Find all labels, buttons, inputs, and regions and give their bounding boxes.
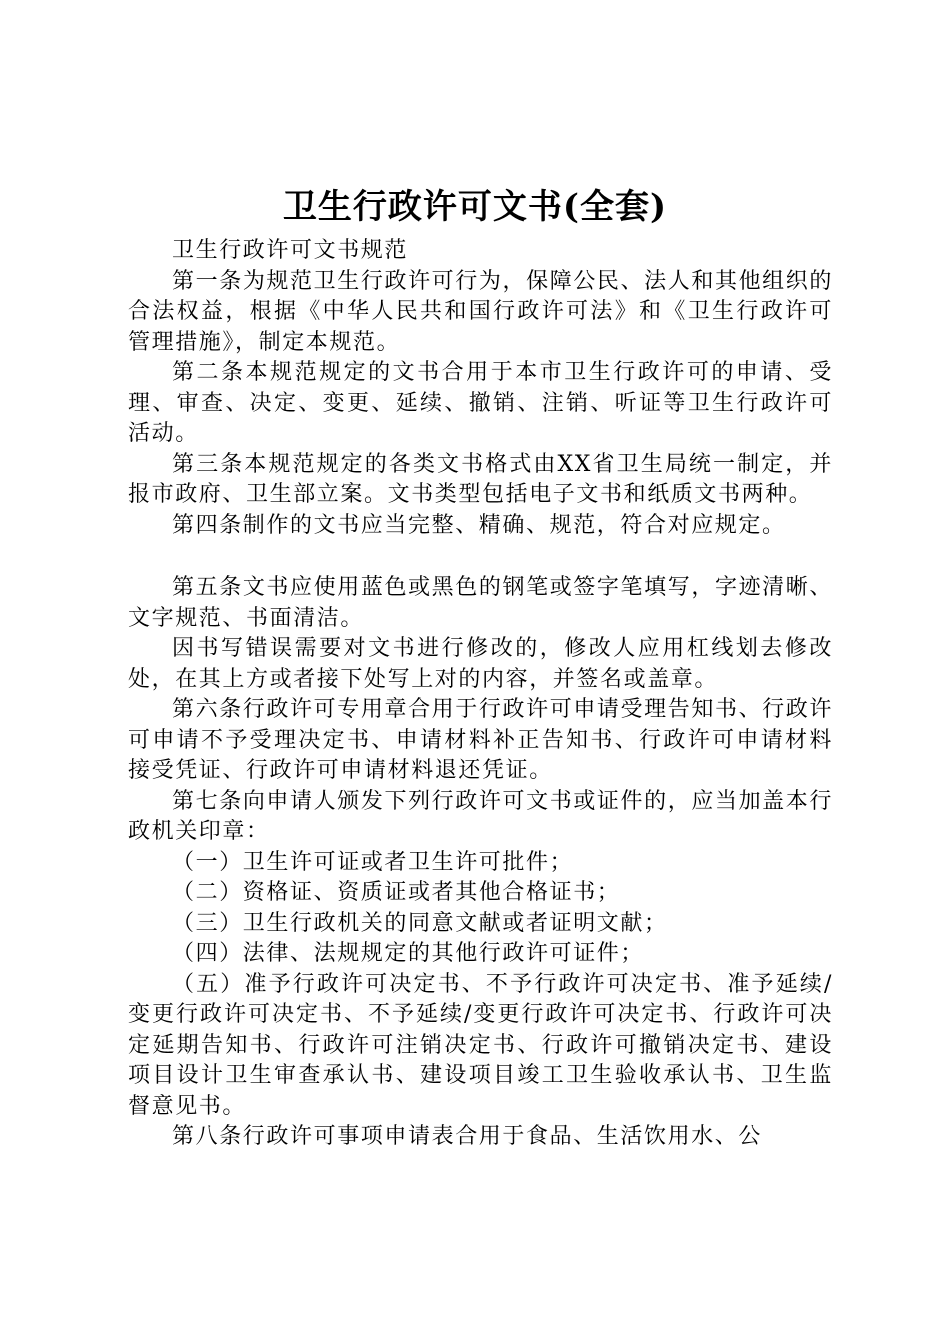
- document-body: [128, 236, 833, 1153]
- list-item-1: （一）卫生许可证或者卫生许可批件；: [172, 849, 574, 875]
- list-item-2: （二）资格证、资质证或者其他合格证书；: [172, 880, 621, 905]
- article-3-paragraph: 第三条本规范规定的各类文书格式由XX省卫生局统一制定，并报市政府、卫生部立案。文书类型包括电子文书和纸质文书两种。: [128, 451, 833, 507]
- article-6-paragraph: 第六条行政许可专用章合用于行政许可申请受理告知书、行政许可申请不予受理决定书、申请材料补正告知书、行政许可申请材料接受凭证、行政许可申请材料退还凭证。: [128, 697, 833, 783]
- list-item-4: （四）法律、法规规定的其他行政许可证件；: [172, 941, 645, 966]
- document-title: 卫生行政许可文书(全套): [282, 187, 668, 227]
- article-8-paragraph: 第八条行政许可事项申请表合用于食品、生活饮用水、公: [172, 1124, 763, 1149]
- article-2-paragraph: 第二条本规范规定的文书合用于本市卫生行政许可的申请、受理、审查、决定、变更、延续、撤销、注销、听证等卫生行政许可活动。: [128, 360, 833, 446]
- list-item-3: （三）卫生行政机关的同意文献或者证明文献；: [172, 910, 668, 936]
- article-7-paragraph: 第七条向申请人颁发下列行政许可文书或证件的，应当加盖本行政机关印章：: [128, 788, 833, 844]
- section-heading: 卫生行政许可文书规范: [172, 238, 409, 263]
- article-4-paragraph: 第四条制作的文书应当完整、精确、规范，符合对应规定。: [172, 512, 786, 538]
- article-5-correction-paragraph: 因书写错误需要对文书进行修改的，修改人应用杠线划去修改处，在其上方或者接下处写上对的内容，并签名或盖章。: [128, 636, 833, 692]
- article-1-paragraph: 第一条为规范卫生行政许可行为，保障公民、法人和其他组织的合法权益，根据《中华人民共和国行政许可法》和《卫生行政许可管理措施》，制定本规范。: [128, 268, 833, 355]
- list-item-5: （五）准予行政许可决定书、不予行政许可决定书、准予延续/变更行政许可决定书、不予延续/变更行政许可决定书、行政许可决定延期告知书、行政许可注销决定书、行政许可撤销决定书、建设项目设计卫生审查承认书、建设项目竣工卫生验收承认书、卫生监督意见书。: [128, 971, 833, 1119]
- article-5-paragraph: 第五条文书应使用蓝色或黑色的钢笔或签字笔填写，字迹清晰、文字规范、书面清洁。: [128, 575, 833, 631]
